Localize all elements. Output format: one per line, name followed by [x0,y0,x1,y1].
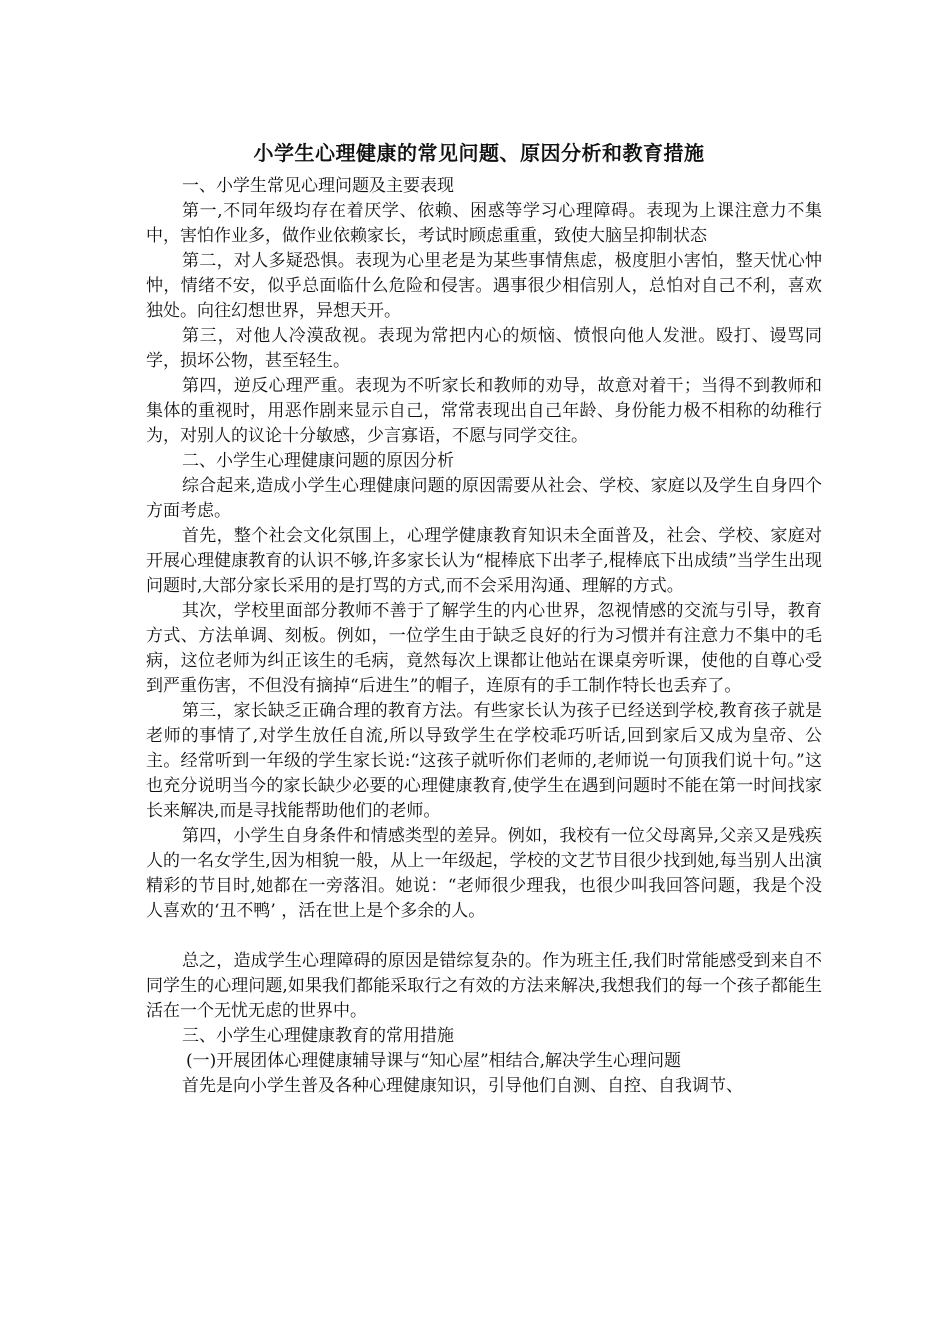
paragraph: 第四，小学生自身条件和情感类型的差异。例如，我校有一位父母离异,父亲又是残疾人的一名女学生,因为相貌一般，从上一年级起，学校的文艺节目很少找到她,每当别人出演精彩的节目时,她都在一旁落泪。她说：“老师很少理我，也很少叫我回答问题，我是个没人喜欢的‘丑不鸭’ ，活在世上是个多余的人。 [146,826,822,921]
subsection-heading: (一)开展团体心理健康辅导课与“知心屋”相结合,解决学生心理问题 [186,1051,682,1071]
paragraph: 第三，对他人冷漠敌视。表现为常把内心的烦恼、愤恨向他人发泄。殴打、谩骂同学，损坏公物，甚至轻生。 [146,326,822,371]
section-heading-3: 三、小学生心理健康教育的常用措施 [182,1026,454,1046]
paragraph: 第三，家长缺乏正确合理的教育方法。有些家长认为孩子已经送到学校,教育孩子就是老师的事情了,对学生放任自流,所以导致学生在学校乖巧听话,回到家后又成为皇帝、公主。经常听到一年级的学生家长说:“这孩子就听你们老师的,老师说一句顶我们说十句。”这也充分说明当今的家长缺少必要的心理健康教育,使学生在遇到问题时不能在第一时间找家长来解决,而是寻找能帮助他们的老师。 [146,701,822,821]
paragraph: 第二，对人多疑恐惧。表现为心里老是为某些事情焦虑，极度胆小害怕，整天忧心忡忡，情绪不安，似乎总面临什么危险和侵害。遇事很少相信别人，总怕对自己不利，喜欢独处。向往幻想世界，异想天开。 [146,251,822,321]
section-heading-1: 一、小学生常见心理问题及主要表现 [182,176,454,196]
document-page [146,138,822,1099]
paragraph: 综合起来,造成小学生心理健康问题的原因需要从社会、学校、家庭以及学生自身四个方面考虑。 [146,476,822,521]
paragraph: 第一,不同年级均存在着厌学、依赖、困惑等学习心理障碍。表现为上课注意力不集中，害怕作业多，做作业依赖家长，考试时顾虑重重，致使大脑呈抑制状态 [146,201,822,246]
paragraph: 首先，整个社会文化氛围上，心理学健康教育知识未全面普及，社会、学校、家庭对开展心理健康教育的认识不够,许多家长认为“棍棒底下出孝子,棍棒底下出成绩”当学生出现问题时,大部分家长采用的是打骂的方式,而不会采用沟通、理解的方式。 [146,526,822,596]
paragraph: 其次，学校里面部分教师不善于了解学生的内心世界，忽视情感的交流与引导，教育方式、方法单调、刻板。例如，一位学生由于缺乏良好的行为习惯并有注意力不集中的毛病，这位老师为纠正该生的毛病，竟然每次上课都让他站在课桌旁听课，使他的自尊心受到严重伤害，不但没有摘掉“后进生”的帽子，连原有的手工制作特长也丢弃了。 [146,601,822,696]
paragraph: 第四，逆反心理严重。表现为不听家长和教师的劝导，故意对着干；当得不到教师和集体的重视时，用恶作剧来显示自己，常常表现出自己年龄、身份能力极不相称的幼稚行为，对别人的议论十分敏感，少言寡语，不愿与同学交往。 [146,376,822,446]
paragraph: 总之，造成学生心理障碍的原因是错综复杂的。作为班主任,我们时常能感受到来自不同学生的心理问题,如果我们都能采取行之有效的方法来解决,我想我们的每一个孩子都能生活在一个无忧无虑的世界中。 [146,951,822,1021]
paragraph: 首先是向小学生普及各种心理健康知识，引导他们自测、自控、自我调节、 [182,1076,743,1096]
section-heading-2: 二、小学生心理健康问题的原因分析 [182,451,454,471]
document-title: 小学生心理健康的常见问题、原因分析和教育措施 [253,141,705,165]
